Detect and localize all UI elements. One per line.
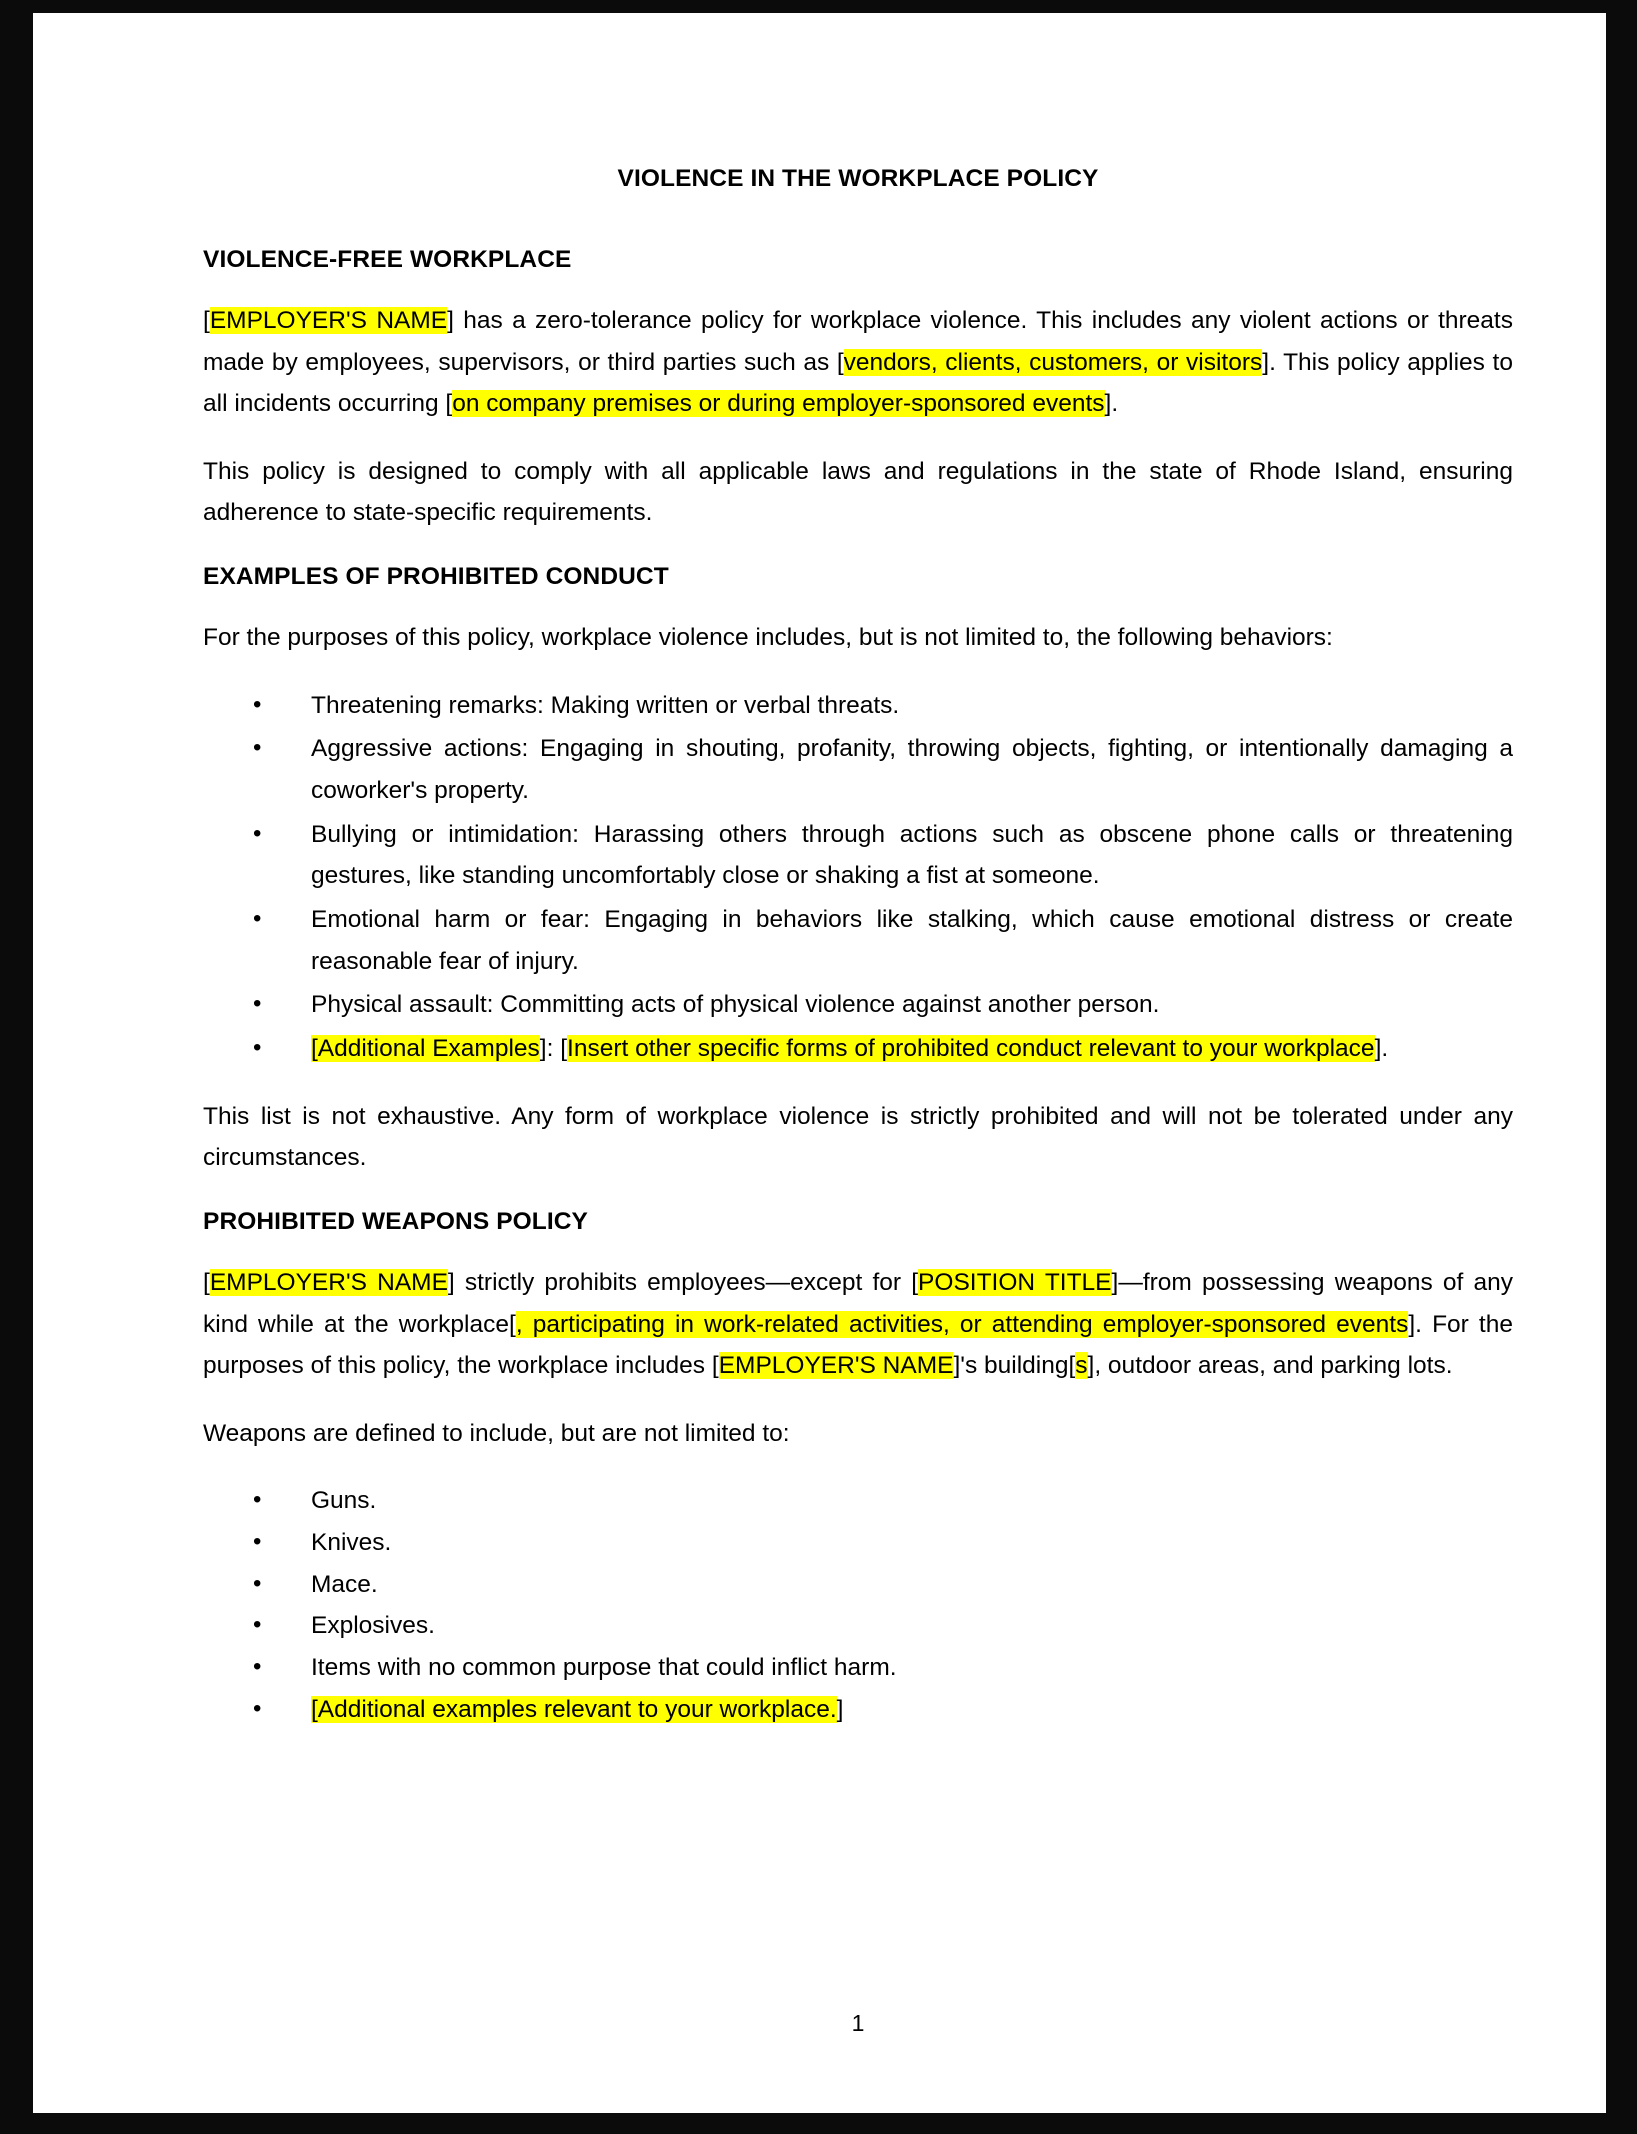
highlight-incident-scope: on company premises or during employer-sponsored events [452, 390, 1105, 418]
text-fragment: ]'s building[ [953, 1352, 1076, 1380]
section-heading-violence-free-workplace: VIOLENCE-FREE WORKPLACE [203, 245, 572, 273]
list-item: • Knives. [203, 1522, 1513, 1564]
list-item-additional-weapons [203, 1689, 1513, 1731]
text-fragment: ]: [ [539, 1034, 568, 1062]
text-fragment: [ [203, 1268, 210, 1296]
paragraph-prohibited-weapons-1 [203, 1262, 1513, 1387]
list-item-additional-examples [203, 1028, 1513, 1070]
section-heading-prohibited-weapons-policy: PROHIBITED WEAPONS POLICY [203, 1207, 589, 1235]
text-fragment: ], outdoor areas, and parking lots. [1087, 1352, 1453, 1380]
highlight-additional-weapons-examples: [Additional examples relevant to your workplace. [311, 1695, 837, 1723]
list-item: • Emotional harm or fear: Engaging in behaviors like stalking, which cause emotional distress or create reasonable fear of injury. [203, 899, 1513, 982]
text-fragment: ] [836, 1695, 844, 1723]
highlight-employer-name: EMPLOYER'S NAME [209, 1268, 448, 1296]
highlight-employer-name: EMPLOYER'S NAME [209, 306, 448, 334]
highlight-employer-name: EMPLOYER'S NAME [718, 1352, 954, 1380]
paragraph-weapons-definition-intro: Weapons are defined to include, but are not limited to: [203, 1419, 790, 1447]
list-item: • Mace. [203, 1564, 1513, 1606]
page-number: 1 [851, 2010, 865, 2036]
text-fragment: ]. For the purposes of this policy, the workplace includes [ [203, 1310, 1513, 1380]
highlight-position-title: POSITION TITLE [918, 1268, 1112, 1296]
paragraph-prohibited-conduct-intro: For the purposes of this policy, workplace violence includes, but is not limited to, the following behaviors: [203, 624, 1333, 652]
list-weapons [203, 1480, 1513, 1730]
text-fragment: ] has a zero-tolerance policy for workplace violence. This includes any violent actions or threats made by employees, supervisors, or third parties such as [ [203, 306, 1513, 376]
list-item: • Explosives. [203, 1605, 1513, 1647]
page-sheet [33, 13, 1606, 2113]
list-item: • Physical assault: Committing acts of physical violence against another person. [203, 984, 1513, 1026]
highlight-building-plural: s [1075, 1352, 1088, 1380]
list-item: • Items with no common purpose that could inflict harm. [203, 1647, 1513, 1689]
highlight-workplace-activities: , participating in work-related activities, or attending employer-sponsored events [515, 1310, 1409, 1338]
text-fragment: ]—from possessing weapons of any kind while at the workplace[ [203, 1268, 1514, 1338]
highlight-additional-examples-label: [Additional Examples [311, 1034, 540, 1062]
list-item: • Bullying or intimidation: Harassing others through actions such as obscene phone calls or threatening gestures, like standing uncomfortably close or shaking a fist at someone. [203, 814, 1513, 897]
highlight-additional-examples-body: Insert other specific forms of prohibited conduct relevant to your workplace [567, 1034, 1375, 1062]
text-fragment: ]. [1374, 1034, 1389, 1062]
list-prohibited-conduct [203, 685, 1513, 1070]
section-heading-examples-of-prohibited-conduct: EXAMPLES OF PROHIBITED CONDUCT [203, 563, 669, 591]
paragraph-list-not-exhaustive: This list is not exhaustive. Any form of workplace violence is strictly prohibited and will not be tolerated under any circumstances. [203, 1102, 1513, 1172]
text-fragment: ]. This policy applies to all incidents occurring [ [203, 348, 1513, 418]
paragraph-state-compliance: This policy is designed to comply with all applicable laws and regulations in the state of Rhode Island, ensuring adherence to state-specific requirements. [203, 457, 1513, 527]
highlight-third-parties: vendors, clients, customers, or visitors [843, 348, 1263, 376]
list-item: • Guns. [203, 1480, 1513, 1522]
document-body [203, 163, 1514, 2036]
text-fragment: ]. [1104, 390, 1119, 418]
text-fragment: [ [203, 306, 210, 334]
document-title: VIOLENCE IN THE WORKPLACE POLICY [617, 165, 1099, 192]
paragraph-violence-free-workplace-1 [203, 300, 1513, 425]
text-fragment: ] strictly prohibits employees—except for [ [447, 1268, 919, 1296]
list-item: • Threatening remarks: Making written or verbal threats. [203, 685, 1513, 727]
list-item: • Aggressive actions: Engaging in shouting, profanity, throwing objects, fighting, or intentionally damaging a coworker's property. [203, 728, 1513, 811]
